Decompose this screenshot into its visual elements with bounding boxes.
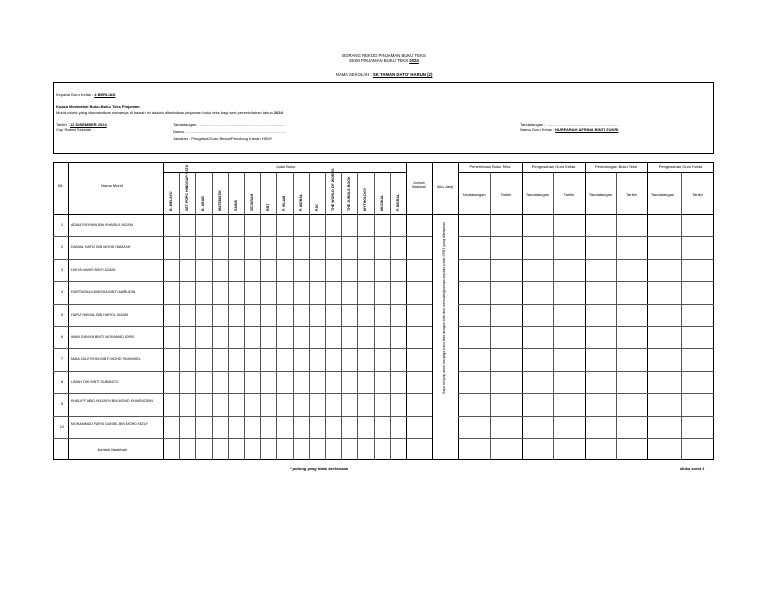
- teacher-line: [520, 127, 618, 132]
- date-value: 12 DISEMBER 2024: [70, 122, 107, 127]
- grid-line: [228, 172, 229, 460]
- sub-header-signature: Tandatangan: [588, 192, 613, 197]
- book-title: SEJARAH: [250, 193, 254, 211]
- grid-line: [53, 304, 432, 305]
- student-name: FAIRTASHA KAMISHA BINTI AMRUDIN: [71, 290, 136, 295]
- row-number: 6: [60, 334, 64, 339]
- grid-line: [325, 172, 326, 460]
- signature-line-1: Tandatangan : .............................................................................: [173, 122, 286, 127]
- grid-line: [458, 371, 714, 372]
- form-title: BORANG REKOD PINJAMAN BUKU TEKS: [342, 53, 426, 58]
- grid-line: [357, 172, 358, 460]
- group-header: Penerimaan Buku Teks: [469, 164, 511, 169]
- class-line: [56, 92, 115, 97]
- class-label: Kepada Guru Kelas :: [56, 92, 95, 97]
- book-title: THE WORLD OF WORDS: [331, 168, 335, 211]
- sub-header-date: Tarikh: [563, 192, 575, 197]
- sub-header-date: Tarikh: [500, 192, 512, 197]
- sub-header-signature: Tandatangan: [462, 192, 486, 197]
- col-bil-header: Bil.: [58, 183, 64, 188]
- grid-line: [260, 172, 261, 460]
- student-name: MAIA ZULEYKHA BINTI MOHD SHAHMIEL: [71, 357, 141, 362]
- grid-line: [390, 172, 391, 460]
- row-number: 2: [60, 244, 64, 250]
- grid-line: [458, 236, 714, 237]
- student-name: MOHAMMAD FARIS DANIEL BIN MOHD NIZLY: [71, 421, 148, 426]
- signature-line-2: Tandatangan : .................................................................: [520, 122, 619, 127]
- grid-line: [53, 348, 432, 349]
- instruction-line: [56, 110, 283, 115]
- stamp-label: Cop Rasmi Sekolah :: [56, 127, 94, 132]
- row-number: 10: [59, 423, 65, 429]
- aku-janji-header: Aku Janji: [436, 184, 454, 189]
- grid-line: [458, 304, 714, 305]
- book-title: B. MELAYU: [169, 191, 173, 211]
- grid-line: [458, 281, 714, 282]
- school-label: NAMA SEKOLAH :: [335, 72, 373, 77]
- grid-line: [179, 172, 180, 460]
- grid-line: [458, 438, 714, 439]
- grid-line: [374, 172, 375, 460]
- sub-header-signature: Tandatangan: [525, 192, 550, 197]
- jumlah-naskhah-header: Jumlah Naskhah: [411, 181, 427, 189]
- book-title: MUZIKAL: [379, 194, 384, 211]
- row-number: 8: [60, 378, 64, 384]
- student-name: ADAM RAYHAN BIN KHAIRUL NIZAM: [71, 223, 133, 227]
- grid-line: [432, 162, 433, 460]
- grid-line: [276, 172, 277, 460]
- row-number: 7: [60, 356, 64, 362]
- grid-line: [53, 371, 432, 372]
- grid-line: [458, 393, 714, 394]
- group-header: Pengesahan Guru Kelas: [658, 164, 703, 169]
- grid-line: [616, 172, 617, 460]
- form-subtitle: [0, 58, 768, 63]
- teacher-label: Nama Guru Kelas :: [520, 127, 556, 132]
- student-name: HAFIZ NIKHAL BIN HAFIDL NIZAM: [71, 312, 129, 317]
- grid-line: [553, 172, 554, 460]
- grid-line: [53, 416, 432, 417]
- grid-line: [458, 172, 714, 173]
- aku-janji-text-1: [442, 221, 446, 394]
- name-line-1: Nama : .........................................................................................: [173, 129, 286, 134]
- grid-line: [53, 326, 432, 327]
- book-title: RBT: [266, 203, 271, 211]
- book-title: MATEMATIK: [217, 189, 222, 211]
- book-title: MYTHOLOGY: [363, 187, 368, 211]
- book-title: P. ISLAM: [282, 195, 287, 211]
- instruction-text: Murid-murid yang disenaraikan namanya di bawah ini adalah dibekalkan pinjaman buku teks bagi sesi persekolahan tahun: [56, 110, 274, 115]
- grid-line: [53, 259, 432, 260]
- school-name: SK TAMAN DATO' HARUN (2): [372, 72, 433, 77]
- row-number: 1: [60, 222, 64, 227]
- grid-line: [53, 214, 714, 215]
- grid-line: [53, 438, 432, 439]
- instruction-year: 2024: [273, 110, 283, 115]
- grid-line: [53, 393, 432, 394]
- grid-line: [53, 281, 432, 282]
- grid-line: [53, 236, 432, 237]
- section-title: Kuasa Membekal Buku-Buku Teks Pinjaman: [56, 104, 140, 109]
- row-number: 4: [60, 289, 64, 295]
- grid-line: [458, 259, 714, 260]
- class-name: 4 BERLIAN: [94, 92, 116, 97]
- book-title: P. MORAL: [395, 193, 400, 211]
- grid-line: [341, 172, 342, 460]
- grid-line: [293, 172, 294, 460]
- date-label: Tarikh :: [56, 122, 71, 127]
- book-title: B. ARAB: [201, 196, 206, 211]
- row-number: 9: [60, 401, 64, 407]
- sub-header-signature: Tandatangan: [650, 192, 675, 197]
- book-title: THE JUNGLE BOOK: [347, 176, 352, 211]
- student-name: IMAN RANIYA BINTI MOHAMAD IDRIS: [71, 335, 135, 339]
- teacher-name: NURFARAH AFRINA BINTI ZUKRI: [555, 127, 619, 132]
- grid-line: [212, 172, 213, 460]
- row-number: 3: [60, 266, 64, 272]
- school-line: [0, 72, 768, 77]
- grid-line: [309, 172, 310, 460]
- student-name: LIMAH OHI BINTI SUBANTO: [71, 379, 118, 384]
- sub-header-date: Tarikh: [692, 192, 703, 197]
- book-title: SAINS: [233, 200, 238, 211]
- grid-line: [458, 416, 714, 417]
- total-label: Jumlah Naskhah: [97, 447, 127, 452]
- group-header: Pengesahan Guru Kelas: [531, 164, 576, 169]
- aku-janji-text: Saya berjanji akan menjaga buku teks dengan baik dan memulangkannya kepada pihak SPBT yang ditetapkan: [442, 221, 446, 394]
- sub-header-date: Tarikh: [626, 192, 637, 197]
- footer-note: * potong yang tidak berkenaan: [290, 466, 349, 471]
- grid-line: [195, 172, 196, 460]
- book-title: SET PDPC HINGGAP SATU: [185, 164, 190, 211]
- col-name-header: Nama Murid: [101, 183, 123, 188]
- group-header: Pemulangan Buku Teks: [595, 164, 637, 169]
- student-name: DANIAL HAFIZ BIN MOHD HAMZAH: [71, 245, 131, 250]
- info-box: [53, 82, 714, 154]
- position-line: Jawatan : Pengetua/Guru Besar/Penolong Kanan HEM*: [173, 136, 273, 141]
- judul-buku-header: Judul Buku: [275, 164, 296, 169]
- grid-line: [681, 172, 682, 460]
- book-title: P. MORAL: [298, 193, 303, 211]
- book-title: PJK: [314, 204, 319, 211]
- row-number: 5: [60, 311, 64, 317]
- grid-line: [458, 348, 714, 349]
- page-number: Muka surat 1: [680, 466, 705, 471]
- subtitle-text: SKIM PINJAMAN BUKU TEKS: [349, 58, 410, 63]
- student-name: KHALIFF ABID HUSAYN BIN MOHD KHAIRUDDIN: [71, 399, 154, 404]
- grid-line: [244, 172, 245, 460]
- grid-line: [490, 172, 491, 460]
- student-name: DHIYA HANIS BINTI AZAMI: [71, 267, 116, 272]
- subtitle-year: 2024: [409, 58, 419, 63]
- grid-line: [458, 326, 714, 327]
